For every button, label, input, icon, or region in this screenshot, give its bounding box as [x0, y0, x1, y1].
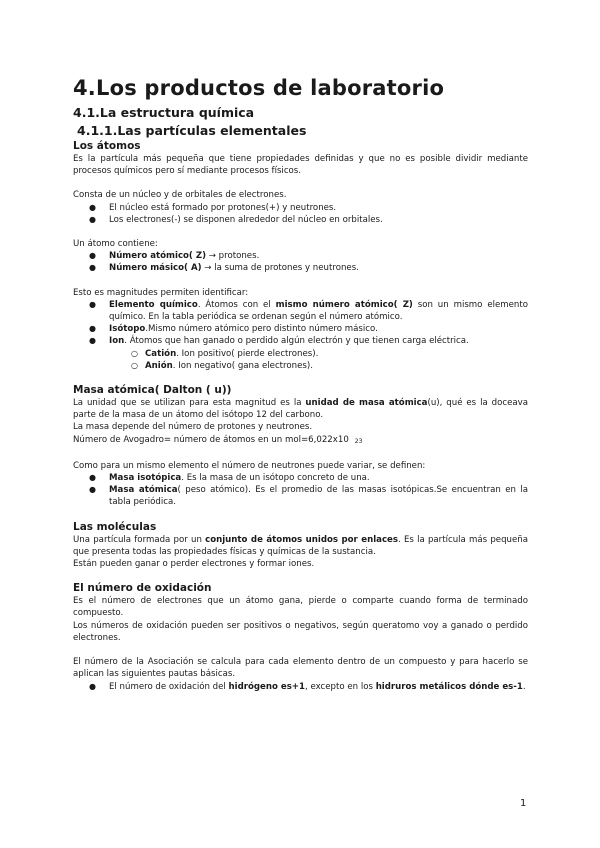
moleculas-heading: Las moléculas	[73, 520, 157, 533]
bullet-icon: ●	[89, 214, 96, 224]
list-item: ● Isótopo.Mismo número atómico pero distinto número másico.	[89, 324, 378, 335]
page-title: 4.Los productos de laboratorio	[73, 76, 445, 100]
bullet-icon: ●	[89, 299, 96, 309]
avogadro-exponent: 23	[354, 437, 363, 445]
circle-bullet-icon: ○	[131, 360, 138, 370]
atomos-definition: Es la partícula más pequeña que tiene propiedades definidas y que no es posible dividir mediante procesos químicos pero sí mediante procesos físicos.	[73, 154, 528, 177]
bullet-icon: ●	[89, 263, 96, 273]
list-item: ● El número de oxidación del hidrógeno es+1, excepto en los hidruros metálicos dónde es-1.	[89, 681, 526, 692]
bullet-icon: ●	[89, 473, 96, 483]
atomos-structure: Consta de un núcleo y de orbitales de electrones.	[73, 190, 287, 201]
masa-heading: Masa atómica( Dalton ( u))	[73, 384, 232, 397]
oxidacion-rules: El número de la Asociación se calcula para cada elemento dentro de un compuesto y para hacerlo se aplican las siguientes pautas básicas.	[73, 657, 528, 680]
moleculas-definition: Una partícula formada por un conjunto de átomos unidos por enlaces. Es la partícula más pequeña que presenta todas las propiedades físicas y químicas de la sustancia.	[73, 534, 528, 557]
list-item: ● Número atómico( Z) → protones.	[89, 251, 260, 262]
list-item: ● Masa isotópica. Es la masa de un isótopo concreto de una.	[89, 473, 370, 484]
list-item: ○ Anión. Ion negativo( gana electrones).	[131, 360, 313, 371]
masa-define: Como para un mismo elemento el número de neutrones puede variar, se definen:	[73, 460, 426, 471]
masa-depends: La masa depende del número de protones y neutrones.	[73, 422, 313, 433]
atomos-contains: Un átomo contiene:	[73, 239, 158, 250]
atomos-identify: Esto es magnitudes permiten identificar:	[73, 287, 249, 298]
oxidacion-heading: El número de oxidación	[73, 582, 212, 595]
atomos-contains-list	[73, 250, 528, 274]
list-item: ● Los electrones(-) se disponen alrededor del núcleo en orbitales.	[89, 214, 383, 225]
bullet-icon: ●	[89, 681, 96, 691]
oxidacion-list	[73, 681, 528, 693]
circle-bullet-icon: ○	[131, 348, 138, 358]
list-item: ● Elemento químico. Átomos con el mismo número atómico( Z) son un mismo elemento químico. En la tabla periódica se ordenan según el número atómico.	[89, 299, 529, 323]
list-item: ○ Catión. Ion positivo( pierde electrones).	[131, 348, 319, 359]
subsection-heading: 4.1.1.Las partículas elementales	[77, 123, 307, 138]
document-page	[73, 76, 528, 693]
moleculas-ions: Están pueden ganar o perder electrones y formar iones.	[73, 559, 315, 570]
list-item: ● Masa atómica( peso atómico). Es el promedio de las masas isotópicas.Se encuentran en la tabla periódica.	[89, 485, 528, 508]
list-item: ● El núcleo está formado por protones(+) y neutrones.	[89, 202, 337, 213]
masa-unit: La unidad que se utilizan para esta magnitud es la unidad de masa atómica(u), qué es la doceava parte de la masa de un átomo del isótopo 12 del carbono.	[73, 398, 528, 421]
bullet-icon: ●	[89, 336, 96, 346]
page-number: 1	[520, 798, 527, 809]
bullet-icon: ●	[89, 202, 96, 212]
list-item: ● Número másico( A) → la suma de protones y neutrones.	[89, 263, 359, 274]
bullet-icon: ●	[89, 485, 96, 495]
oxidacion-definition: Es el número de electrones que un átomo gana, pierde o comparte cuando forma de terminado compuesto.	[73, 596, 528, 619]
oxidacion-sign: Los números de oxidación pueden ser positivos o negativos, según queratomo voy a ganado o perdido electrones.	[73, 620, 528, 643]
atomos-heading: Los átomos	[73, 140, 141, 152]
masa-list	[73, 472, 528, 509]
section-heading: 4.1.La estructura química	[73, 105, 255, 120]
masa-avogadro: Número de Avogadro= número de átomos en un mol=6,022x10 23	[73, 434, 363, 445]
atomos-identify-list	[73, 299, 528, 372]
bullet-icon: ●	[89, 324, 96, 334]
list-item: ● Ion. Átomos que han ganado o perdido algún electrón y que tienen carga eléctrica.	[89, 336, 469, 347]
atomos-structure-list	[73, 202, 528, 226]
bullet-icon: ●	[89, 251, 96, 261]
